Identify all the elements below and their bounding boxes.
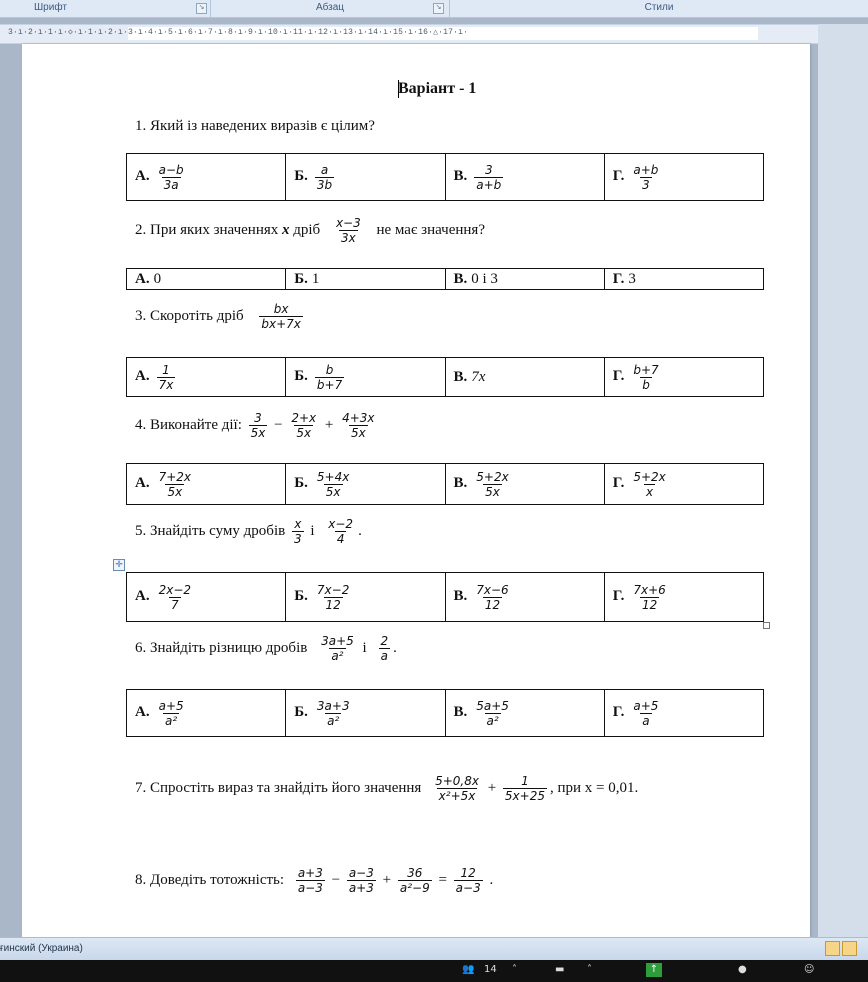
- option-d[interactable]: Г. $\frac{7x+6}{12}$: [604, 573, 763, 622]
- meeting-toolbar: [0, 960, 868, 982]
- participants-icon[interactable]: 👥: [462, 964, 475, 975]
- ribbon-group-paragraph: [211, 0, 450, 17]
- option-c[interactable]: В. 7x: [445, 358, 604, 397]
- option-b[interactable]: Б. $\frac{a}{3b}$: [286, 154, 445, 201]
- chat-icon[interactable]: ▬: [555, 964, 565, 975]
- ruler-scale: 3·ı·2·ı·1·ı·◇·ı·1·ı·2·ı·3·ı·4·ı·5·ı·6·ı·7·ı·8·ı·9·ı·10·ı·11·ı·12·ı·13·ı·14·ı·15·ı·16·△·17·ı·: [8, 28, 469, 37]
- chat-chevron-icon[interactable]: ˄: [587, 964, 592, 975]
- participants-chevron-icon[interactable]: ˄: [512, 964, 517, 975]
- option-b[interactable]: Б. $\frac{3a+3}{\text{a²}}$: [286, 690, 445, 737]
- option-b[interactable]: Б. $\frac{5+4x}{5x}$: [286, 464, 445, 505]
- status-bar: [0, 937, 868, 960]
- ribbon-group-font: [0, 0, 211, 17]
- option-a[interactable]: А. $\frac{1}{7x}$: [127, 358, 286, 397]
- answers-table-1: [126, 153, 764, 201]
- option-b[interactable]: Б. 1: [286, 269, 445, 290]
- answers-table-5: [126, 572, 764, 622]
- ribbon-group-paragraph-label: Абзац: [315, 2, 345, 13]
- font-dialog-launcher-icon[interactable]: ↘: [196, 3, 207, 14]
- full-screen-view-icon[interactable]: [842, 941, 857, 956]
- option-d[interactable]: Г. $\frac{b+7}{b}$: [604, 358, 763, 397]
- option-a[interactable]: А. $\frac{a+5}{\text{a²}}$: [127, 690, 286, 737]
- question-3: 3. Скоротіть дріб $\frac{bx}{bx+7x}$: [135, 302, 301, 331]
- option-d[interactable]: Г. $\frac{5+2x}{x}$: [604, 464, 763, 505]
- table-resize-handle[interactable]: [763, 622, 770, 629]
- option-d[interactable]: Г. $\frac{a+b}{3}$: [604, 154, 763, 201]
- question-6: 6. Знайдіть різницю дробів $\frac{3a+5}{\text{a²}}$ і $\frac{2}{a}$ .: [135, 634, 397, 663]
- reactions-icon[interactable]: ☺: [804, 964, 815, 975]
- ribbon-group-styles-label: Стили: [644, 2, 674, 13]
- option-c[interactable]: В. 0 і 3: [445, 269, 604, 290]
- option-c[interactable]: В. $\frac{3}{a+b}$: [445, 154, 604, 201]
- ribbon-group-bar: [0, 0, 868, 18]
- question-1: 1. Який із наведених виразів є цілим?: [135, 118, 375, 134]
- option-a[interactable]: А. 0: [127, 269, 286, 290]
- option-b[interactable]: Б. $\frac{b}{b+7}$: [286, 358, 445, 397]
- answers-table-4: [126, 463, 764, 505]
- participants-count: 14: [484, 964, 497, 975]
- option-d[interactable]: Г. $\frac{a+5}{a}$: [604, 690, 763, 737]
- question-8: 8. Доведіть тотожність: $\frac{a+3}{a-3}$ − $\frac{a-3}{a+3}$ + $\frac{36}{\text{a²−9}}$ = $\frac{12}{a-3}$ .: [135, 866, 494, 895]
- question-7: 7. Спростіть вираз та знайдіть його значення $\frac{5+0,8x}{\text{x²+5x}}$ + $\frac{1}{5x+25}$ , при x = 0,01.: [135, 774, 639, 803]
- answers-table-6: [126, 689, 764, 737]
- question-2: 2. При яких значеннях x дріб $\frac{x-3}{3x}$ не має значення?: [135, 216, 485, 245]
- paragraph-dialog-launcher-icon[interactable]: ↘: [433, 3, 444, 14]
- view-buttons: [825, 941, 859, 959]
- option-b[interactable]: Б. $\frac{7x-2}{12}$: [286, 573, 445, 622]
- right-panel: [818, 24, 868, 937]
- option-c[interactable]: В. $\frac{7x-6}{12}$: [445, 573, 604, 622]
- question-5: 5. Знайдіть суму дробів $\frac{x}{3}$ і $\frac{x-2}{4}$ .: [135, 517, 362, 546]
- document-title: Варіант - 1: [398, 80, 477, 97]
- print-layout-view-icon[interactable]: [825, 941, 840, 956]
- record-icon[interactable]: ●: [738, 964, 747, 975]
- ribbon-group-styles: [450, 0, 868, 17]
- table-move-handle-icon[interactable]: ✛: [113, 559, 125, 571]
- ribbon-group-font-label: Шрифт: [34, 2, 67, 13]
- language-indicator[interactable]: ғинский (Украина): [0, 943, 83, 954]
- option-a[interactable]: А. $\frac{a-b}{3a}$: [127, 154, 286, 201]
- option-c[interactable]: В. $\frac{5a+5}{\text{a²}}$: [445, 690, 604, 737]
- question-4: 4. Виконайте дії: $\frac{3}{5x}$ − $\frac{2+x}{5x}$ + $\frac{4+3x}{5x}$: [135, 411, 375, 440]
- horizontal-ruler[interactable]: [0, 24, 818, 44]
- option-a[interactable]: А. $\frac{7+2x}{5x}$: [127, 464, 286, 505]
- option-a[interactable]: А. $\frac{2x-2}{7}$: [127, 573, 286, 622]
- share-screen-icon[interactable]: ↑: [646, 963, 662, 977]
- answers-table-2: [126, 268, 764, 290]
- option-d[interactable]: Г. 3: [604, 269, 763, 290]
- answers-table-3: [126, 357, 764, 397]
- option-c[interactable]: В. $\frac{5+2x}{5x}$: [445, 464, 604, 505]
